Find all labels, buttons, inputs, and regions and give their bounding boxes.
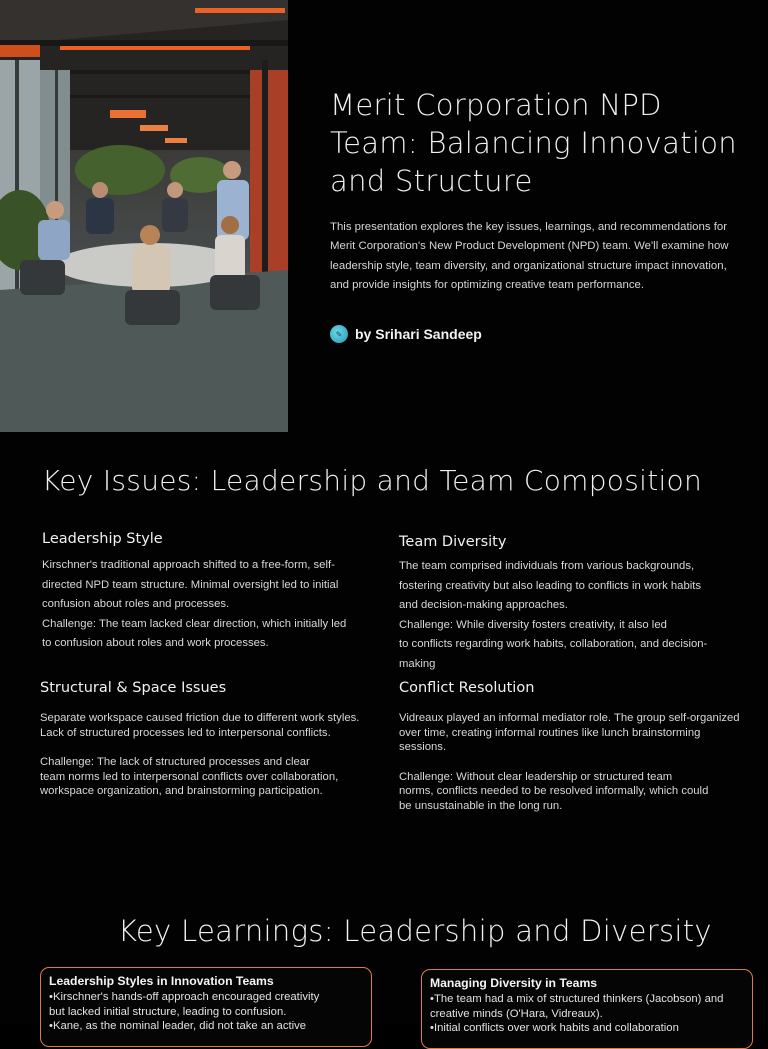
conflict-resolution-heading: Conflict Resolution <box>399 680 535 696</box>
conflict-resolution-text <box>399 711 764 814</box>
text-line: •The team had a mix of structured thinkers (Jacobson) and <box>430 993 724 1005</box>
text-line: directed NPD team structure. Minimal oversight led to initial <box>42 578 339 591</box>
text-line: to conflicts regarding work habits, collaboration, and decision- <box>399 638 708 650</box>
text-line: sessions. <box>399 741 447 754</box>
avatar: ✎ <box>330 325 348 343</box>
team-diversity-heading: Team Diversity <box>399 534 507 550</box>
learning-card-diversity <box>421 969 753 1049</box>
card-title: Managing Diversity in Teams <box>430 976 598 990</box>
text-line: •Kane, as the nominal leader, did not take an active <box>49 1020 307 1033</box>
text-line: be unsustainable in the long run. <box>399 799 563 812</box>
text-line: and decision-making approaches. <box>399 599 568 611</box>
text-line: Kirschner's traditional approach shifted to a free-form, self- <box>42 559 335 571</box>
card-body <box>49 990 363 1034</box>
text-line: Challenge: Without clear leadership or structured team <box>399 770 673 783</box>
text-line: team norms led to interpersonal conflicts over collaboration, <box>40 770 339 783</box>
text-line: creative minds (O'Hara, Vidreaux). <box>430 1007 603 1020</box>
text-line: Challenge: While diversity fosters creativity, it also led <box>399 618 667 631</box>
text-line: Vidreaux played an informal mediator role. The group self-organized <box>399 712 740 724</box>
card-body <box>430 992 744 1036</box>
leadership-style-text <box>42 556 372 654</box>
office-team-photo-icon <box>0 0 288 432</box>
text-line: norms, conflicts needed to be resolved informally, which could <box>399 785 709 798</box>
learning-card-leadership <box>40 967 372 1047</box>
text-line: making <box>399 657 436 670</box>
team-diversity-text <box>399 557 749 674</box>
page-title: Merit Corporation NPD Team: Balancing Innovation and Structure <box>330 88 737 198</box>
text-line: •Kirschner's hands-off approach encouraged creativity <box>49 991 320 1003</box>
text-line: over time, creating informal routines like lunch brainstorming <box>399 726 701 739</box>
text-line: Separate workspace caused friction due to different work styles. <box>40 712 360 724</box>
text-line: The team comprised individuals from various backgrounds, <box>399 560 695 572</box>
key-issues-title: Key Issues: Leadership and Team Composition <box>42 464 703 497</box>
author-name: by Srihari Sandeep <box>355 326 482 342</box>
text-line: •Initial conflicts over work habits and collaboration <box>430 1022 679 1035</box>
author-byline <box>330 325 482 343</box>
text-line: but lacked initial structure, leading to confusion. <box>49 1005 287 1018</box>
text-line: fostering creativity but also leading to conflicts in work habits <box>399 579 702 592</box>
structural-issues-text <box>40 711 390 799</box>
text-line: Challenge: The lack of structured processes and clear <box>40 756 310 769</box>
structural-issues-heading: Structural & Space Issues <box>40 680 227 696</box>
text-line: Lack of structured processes led to interpersonal conflicts. <box>40 726 331 739</box>
hero-photo <box>0 0 288 432</box>
text-line: Challenge: The team lacked clear direction, which initially led <box>42 617 347 630</box>
text-line: workspace organization, and brainstorming participation. <box>40 785 323 798</box>
key-learnings-title: Key Learnings: Leadership and Diversity <box>118 914 712 948</box>
leadership-style-heading: Leadership Style <box>42 531 163 547</box>
hero-description: This presentation explores the key issues, learnings, and recommendations for Merit Corporation's New Product Development (NPD) team. We'll examine how leadership style, team diversity, and organizational structure impact innovation, and provide insights for optimizing creative team performance. <box>330 221 729 291</box>
text-line: to confusion about roles and work processes. <box>42 637 269 649</box>
text-line: confusion about roles and processes. <box>42 598 230 610</box>
card-title: Leadership Styles in Innovation Teams <box>49 974 274 988</box>
